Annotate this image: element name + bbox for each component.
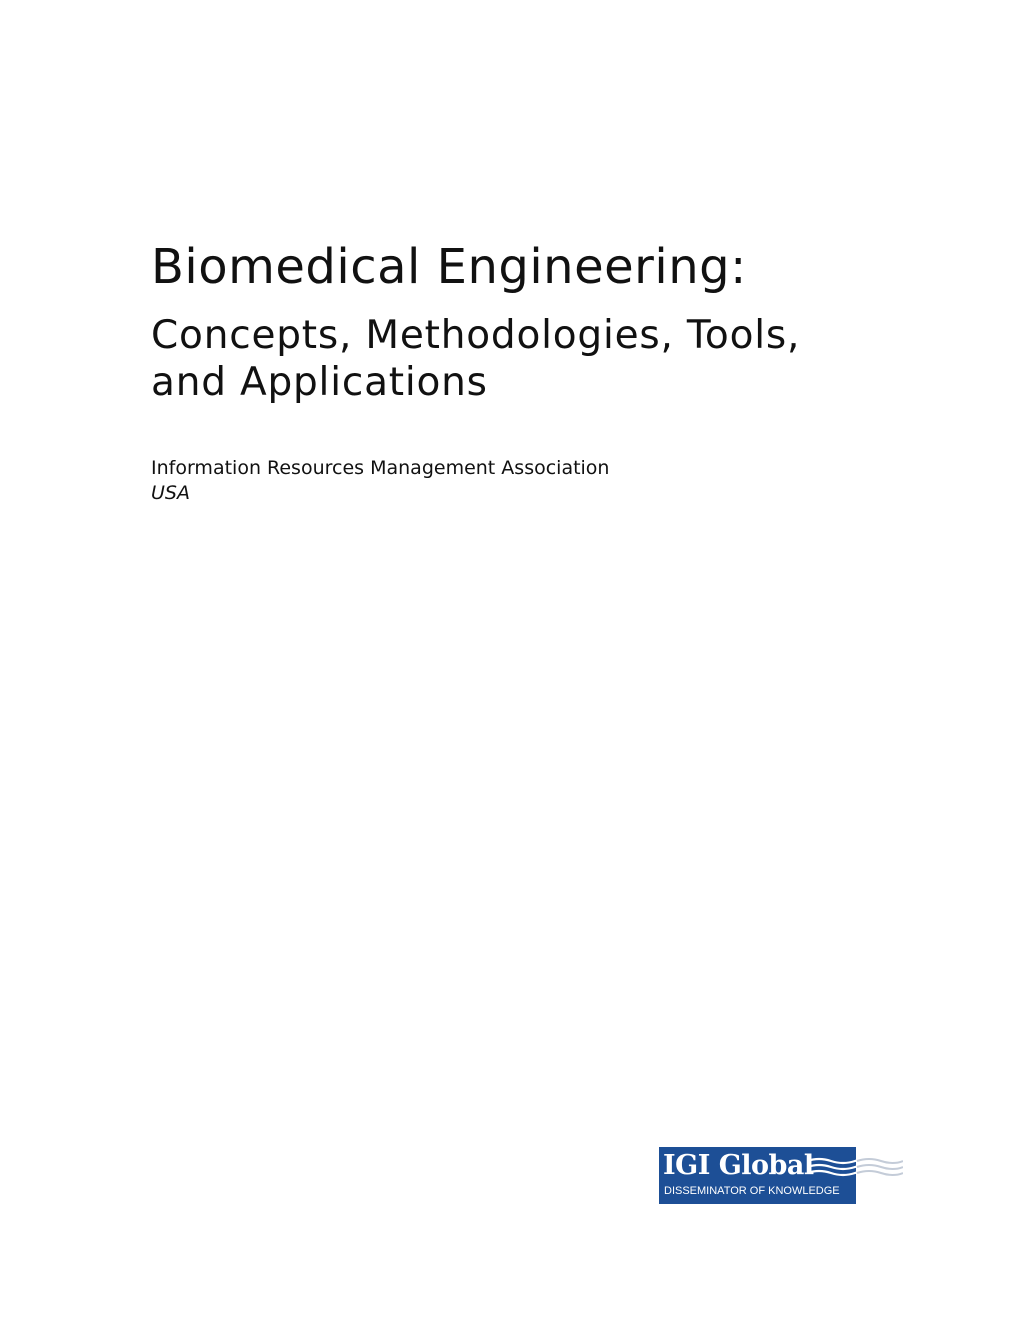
title-block — [151, 236, 951, 406]
publisher-tagline: DISSEMINATOR OF KNOWLEDGE — [664, 1185, 840, 1197]
subtitle-line-2: and Applications — [151, 360, 488, 405]
book-title: Biomedical Engineering: — [151, 239, 747, 295]
author-name: Information Resources Management Association — [151, 457, 610, 479]
book-subtitle — [151, 312, 951, 406]
author-affiliation: USA — [151, 482, 190, 504]
publisher-name: IGI Global — [663, 1150, 814, 1181]
subtitle-line-1: Concepts, Methodologies, Tools, — [151, 313, 801, 358]
author-block — [151, 456, 609, 506]
publisher-logo — [659, 1147, 903, 1204]
waves-icon — [807, 1157, 903, 1179]
